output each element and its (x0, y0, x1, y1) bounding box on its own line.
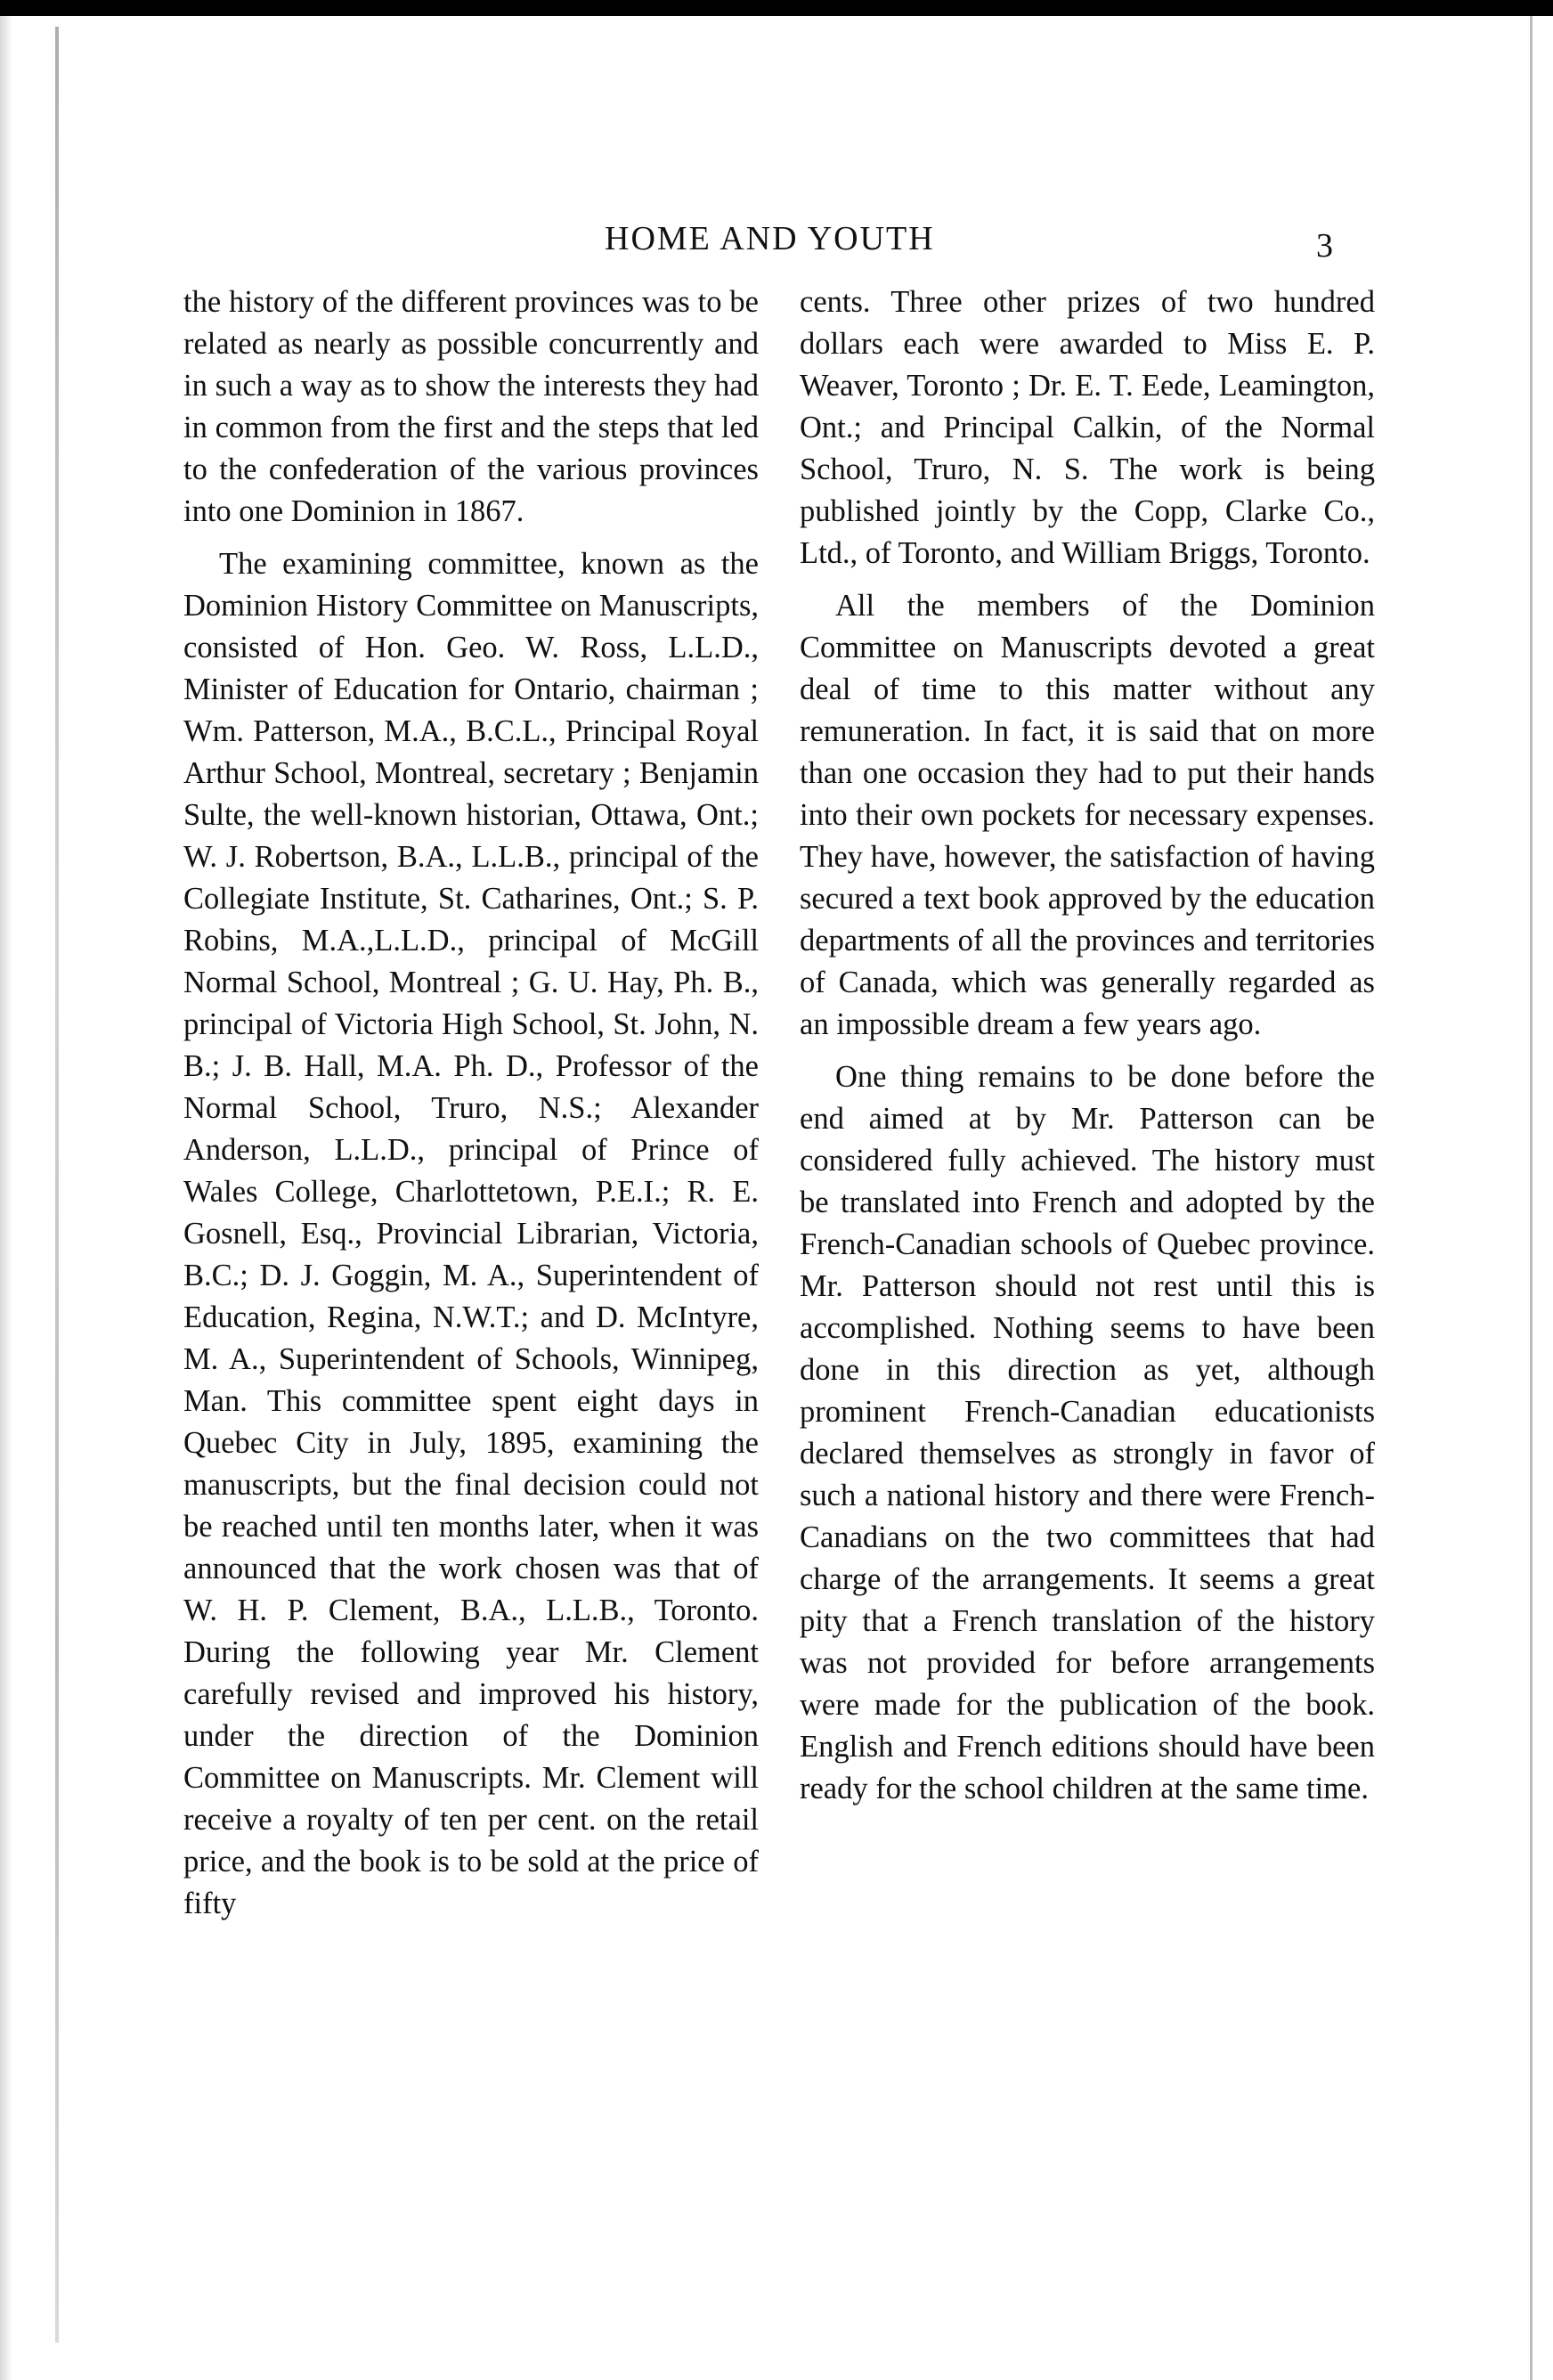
running-title: HOME AND YOUTH (605, 220, 935, 257)
paragraph-prizes: cents. Three other prizes of two hundred dollars each were awarded to Miss E. P. Weaver, Toronto ; Dr. E. T. Eede, Leamington, Ont.; and Principal Calkin, of the Normal School, Truro, N. S. The work is being published jointly by the Copp, Clarke Co., Ltd., of Toronto, and William Briggs, Toronto. (800, 285, 1375, 570)
right-text-column (800, 281, 1375, 1821)
paragraph-committee-members: All the members of the Dominion Committee on Manuscripts devoted a great deal of time to this matter without any remuneration. In fact, it is said that on more than one occasion they had to put their hands into their own pockets for necessary expenses. They have, however, the satisfaction of having secured a text book approved by the education departments of all the provinces and territories of Canada, which was generally regarded as an impossible dream a few years ago. (800, 589, 1375, 1041)
scan-top-border (0, 0, 1553, 16)
page-header (0, 219, 1553, 273)
scan-left-edge (0, 16, 12, 2380)
binding-shadow (55, 27, 59, 2343)
paragraph-continued: the history of the different provinces was to be related as nearly as possible concurrently and in such a way as to show the interests they had in common from the first and the steps that led to the confederation of the various provinces into one Dominion in 1867. (183, 285, 759, 528)
paragraph-french-translation: One thing remains to be done before the end aimed at by Mr. Patterson can be considered fully achieved. The history must be translated into French and adopted by the French-Canadian schools of Quebec province. Mr. Patterson should not rest until this is accomplished. Nothing seems to have been done in this direction as yet, although prominent French-Canadian educationists declared themselves as strongly in favor of such a national history and there were French-Canadians on the two committees that had charge of the arrangements. It seems a great pity that a French translation of the history was not provided for before arrangements were made for the publication of the book. English and French editions should have been ready for the school children at the same time. (800, 1060, 1375, 1805)
scan-right-edge (1530, 16, 1533, 2380)
paragraph-examining-committee: The examining committee, known as the Dominion History Committee on Manuscripts, consisted of Hon. Geo. W. Ross, L.L.D., Minister of Education for Ontario, chairman ; Wm. Patterson, M.A., B.C.L., Principal Royal Arthur School, Montreal, secretary ; Benjamin Sulte, the well-known historian, Ottawa, Ont.; W. J. Robertson, B.A., L.L.B., principal of the Collegiate Institute, St. Catharines, Ont.; S. P. Robins, M.A.,L.L.D., principal of McGill Normal School, Montreal ; G. U. Hay, Ph. B., principal of Victoria High School, St. John, N. B.; J. B. Hall, M.A. Ph. D., Professor of the Normal School, Truro, N.S.; Alexander Anderson, L.L.D., principal of Prince of Wales College, Charlottetown, P.E.I.; R. E. Gosnell, Esq., Provincial Librarian, Victoria, B.C.; D. J. Goggin, M. A., Superintendent of Education, Regina, N.W.T.; and D. McIntyre, M. A., Superintendent of Schools, Winnipeg, Man. This committee spent eight days in Quebec City in July, 1895, examining the manuscripts, but the final decision could not be reached until ten months later, when it was announced that the work chosen was that of W. H. P. Clement, B.A., L.L.B., Toronto. During the following year Mr. Clement carefully revised and improved his history, under the direction of the Dominion Committee on Manuscripts. Mr. Clement will receive a royalty of ten per cent. on the retail price, and the book is to be sold at the price of fifty (183, 547, 759, 1920)
page-number: 3 (1316, 227, 1333, 265)
left-text-column (183, 281, 759, 1936)
